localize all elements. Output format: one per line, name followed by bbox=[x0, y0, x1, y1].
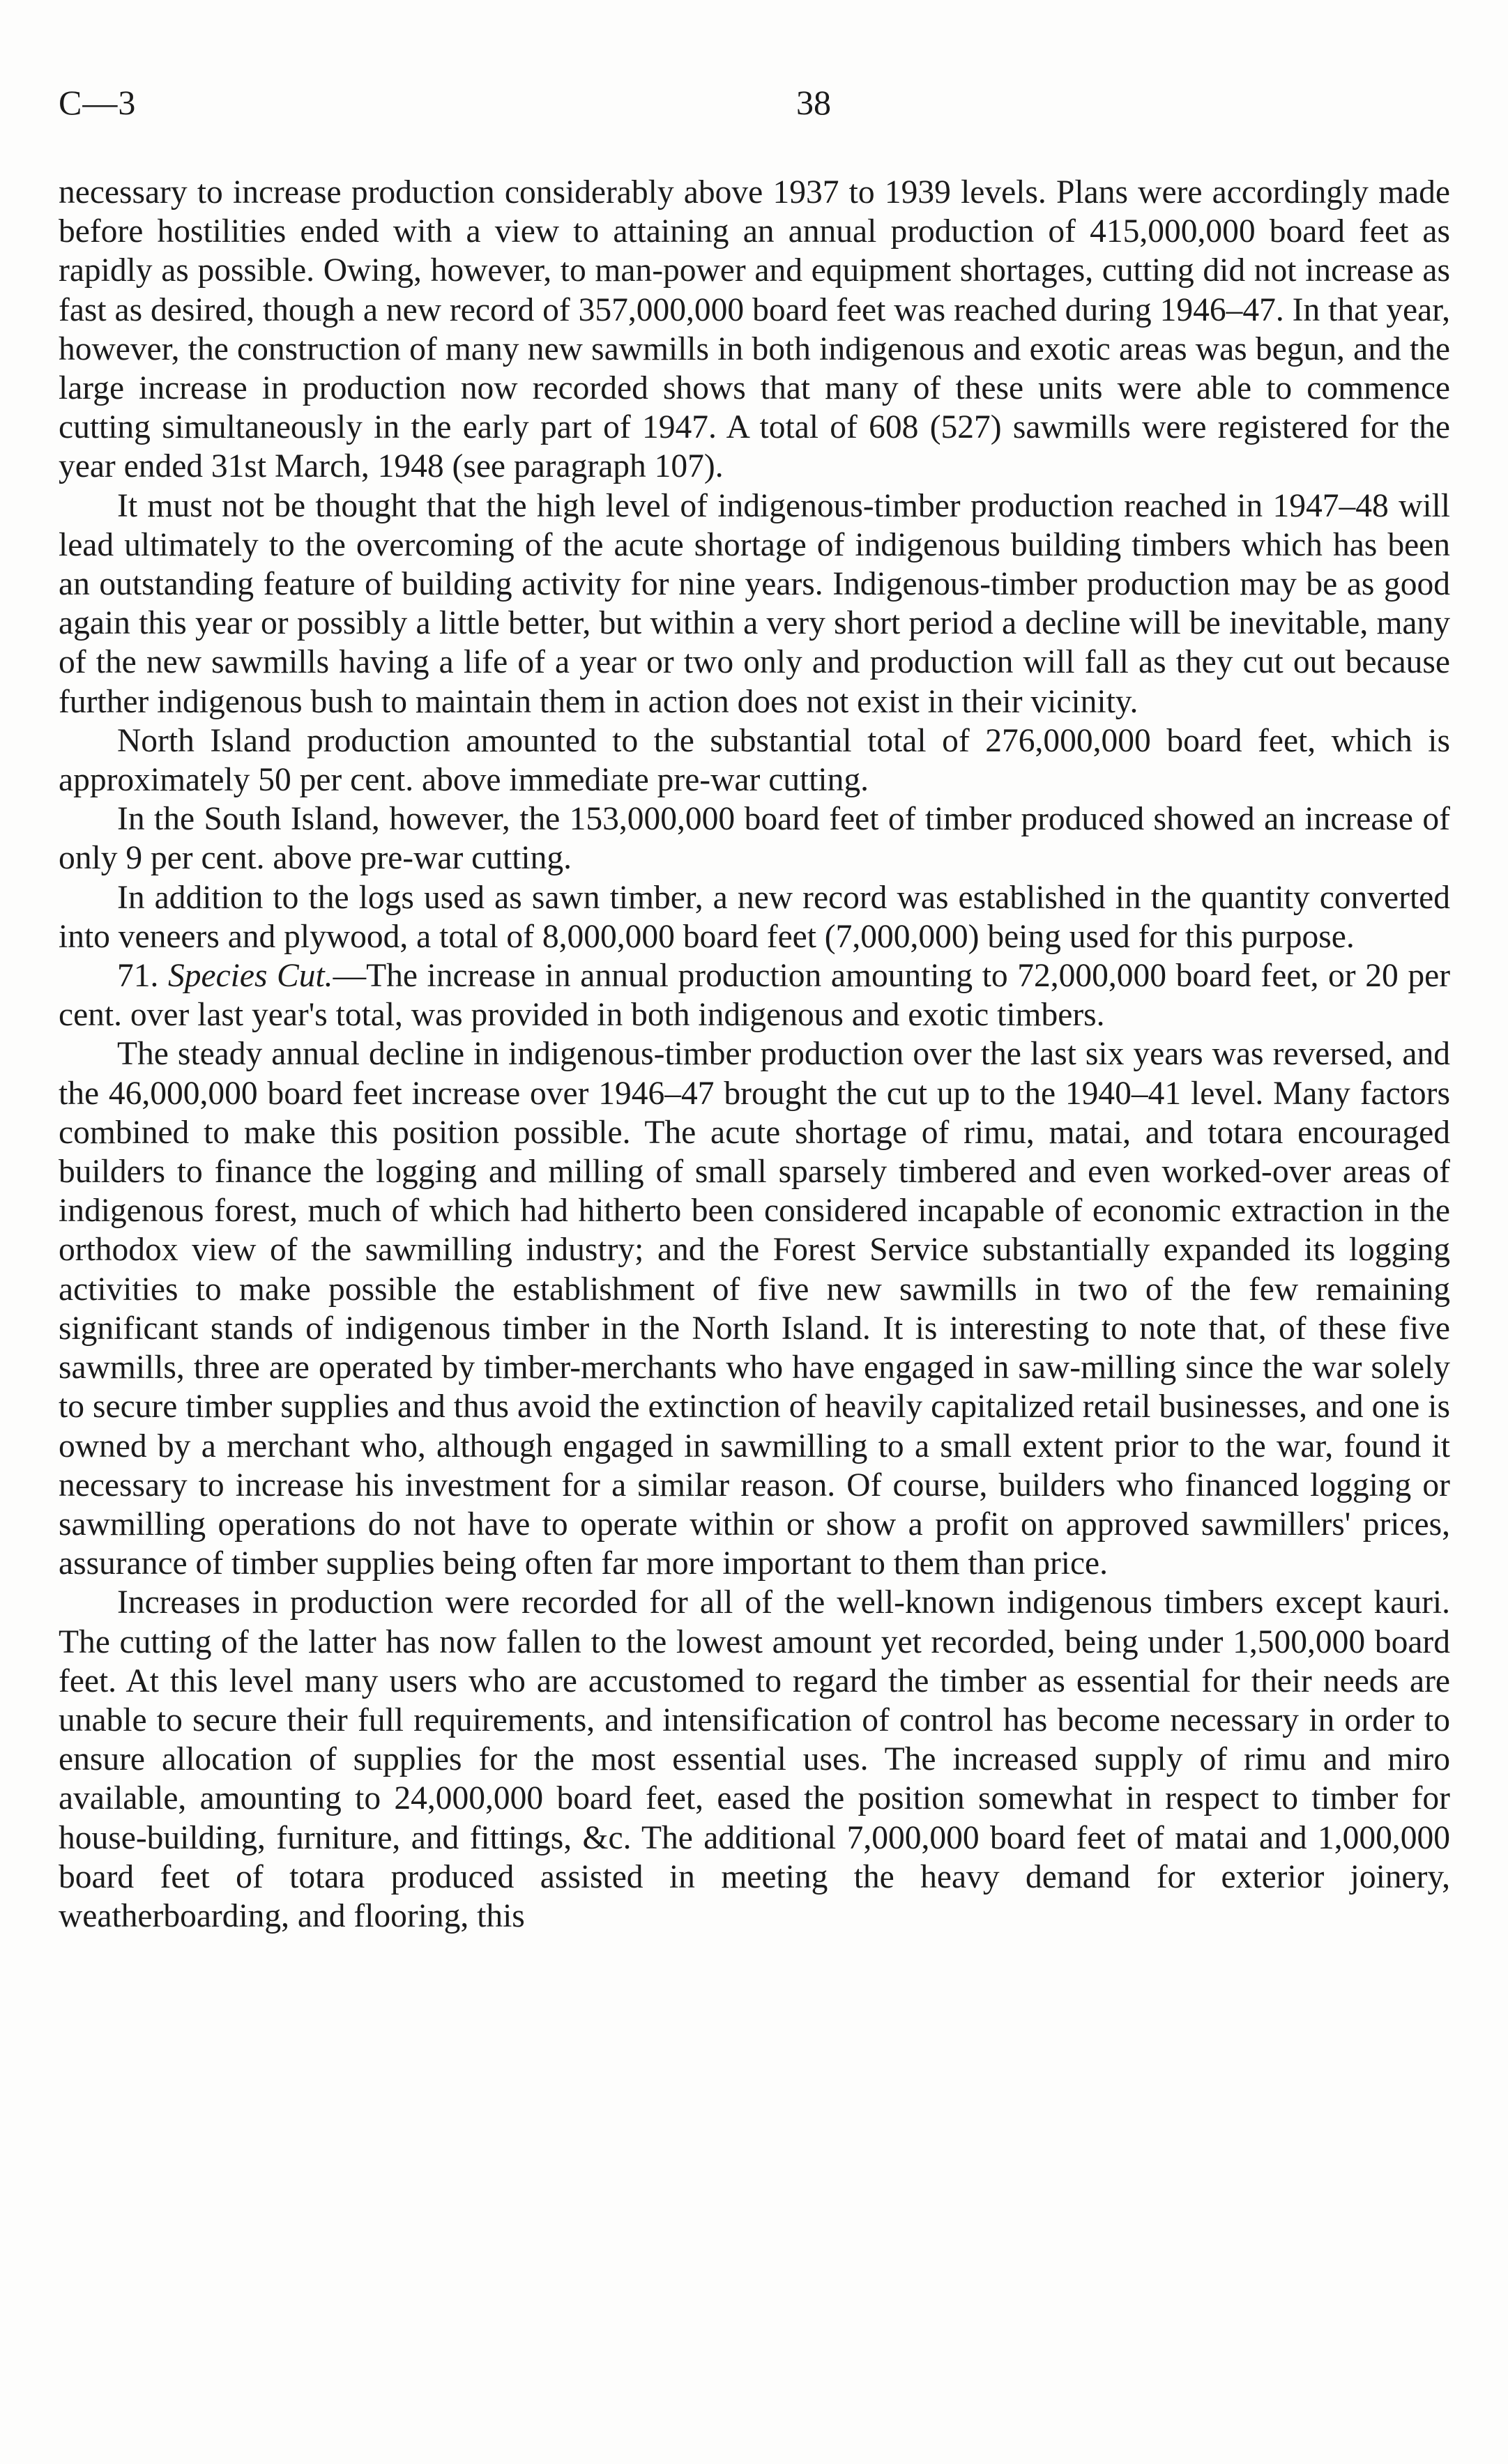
report-code: C—3 bbox=[59, 83, 137, 122]
paragraph-south-island: In the South Island, however, the 153,000,000 board feet of timber produced showed an increase of only 9 per cent. above pre-war cutting. bbox=[59, 801, 1450, 877]
paragraph-indigenous-shortage: It must not be thought that the high level of indigenous-timber production reached in 1947–48 will lead ultimately to the overcoming of the acute shortage of indigenous building timbers which has been an outstanding feature of building activity for nine years. Indigenous-timber production may be as good again this year or possibly a little better, but within a very short period a decline will be inevitable, many of the new sawmills having a life of a year or two only and production will fall as they cut out because further indigenous bush to maintain them in action does not exist in their vicinity. bbox=[59, 487, 1450, 720]
section-title: Species Cut. bbox=[168, 958, 333, 995]
page-header bbox=[59, 82, 1449, 131]
paragraph-north-island: North Island production amounted to the substantial total of 276,000,000 board feet, which is approximately 50 per cent. above immediate pre-war cutting. bbox=[59, 722, 1450, 799]
paragraph-species-cut bbox=[59, 956, 1450, 1034]
paragraph-veneers-plywood: In addition to the logs used as sawn timber, a new record was established in the quantity converted into veneers and plywood, a total of 8,000,000 board feet (7,000,000) being used for this purpose. bbox=[59, 879, 1450, 955]
section-number: 71. bbox=[117, 958, 159, 995]
section-text: —The increase in annual production amounting to 72,000,000 board feet, or 20 per cent. over last year's total, was provided in both indigenous and exotic timbers. bbox=[59, 958, 1451, 1034]
page-number: 38 bbox=[796, 83, 831, 122]
body-text bbox=[59, 173, 1450, 1936]
paragraph-production-levels: necessary to increase production considerably above 1937 to 1939 levels. Plans were accordingly made before hostilities ended with a view to attaining an annual production of 415,000,000 board feet as rapidly as possible. Owing, however, to man-power and equipment shortages, cutting did not increase as fast as desired, though a new record of 357,000,000 board feet was reached during 1946–47. In that year, however, the construction of many new sawmills in both indigenous and exotic areas was begun, and the large increase in production now recorded shows that many of these units were able to commence cutting simultaneously in the early part of 1947. A total of 608 (527) sawmills were registered for the year ended 31st March, 1948 (see paragraph 107). bbox=[59, 174, 1450, 485]
paragraph-decline-reversed: The steady annual decline in indigenous-timber production over the last six years was reversed, and the 46,000,000 board feet increase over 1946–47 brought the cut up to the 1940–41 level. Many factors combined to make this position possible. The acute shortage of rimu, matai, and totara encouraged builders to finance the logging and milling of small sparsely timbered and even worked-over areas of indigenous forest, much of which had hitherto been considered incapable of economic extraction in the orthodox view of the sawmilling industry; and the Forest Service substantially expanded its logging activities to make possible the establishment of five new sawmills in two of the few remaining significant stands of indigenous timber in the North Island. It is interesting to note that, of these five sawmills, three are operated by timber-merchants who have engaged in saw-milling since the war solely to secure timber supplies and thus avoid the extinction of heavily capitalized retail businesses, and one is owned by a merchant who, although engaged in sawmilling to a small extent prior to the war, found it necessary to increase his investment for a similar reason. Of course, builders who financed logging or sawmilling operations do not have to operate within or show a profit on approved sawmillers' prices, assurance of timber supplies being often far more important to them than price. bbox=[59, 1036, 1450, 1582]
paragraph-increases-recorded: Increases in production were recorded for all of the well-known indigenous timbers except kauri. The cutting of the latter has now fallen to the lowest amount yet recorded, being under 1,500,000 board feet. At this level many users who are accustomed to regard the timber as essential for their needs are unable to secure their full requirements, and intensification of control has become necessary in order to ensure allocation of supplies for the most essential uses. The increased supply of rimu and miro available, amounting to 24,000,000 board feet, eased the position somewhat in respect to timber for house-building, furniture, and fittings, &c. The additional 7,000,000 board feet of matai and 1,000,000 board feet of totara produced assisted in meeting the heavy demand for exterior joinery, weatherboarding, and flooring, this bbox=[59, 1584, 1450, 1934]
